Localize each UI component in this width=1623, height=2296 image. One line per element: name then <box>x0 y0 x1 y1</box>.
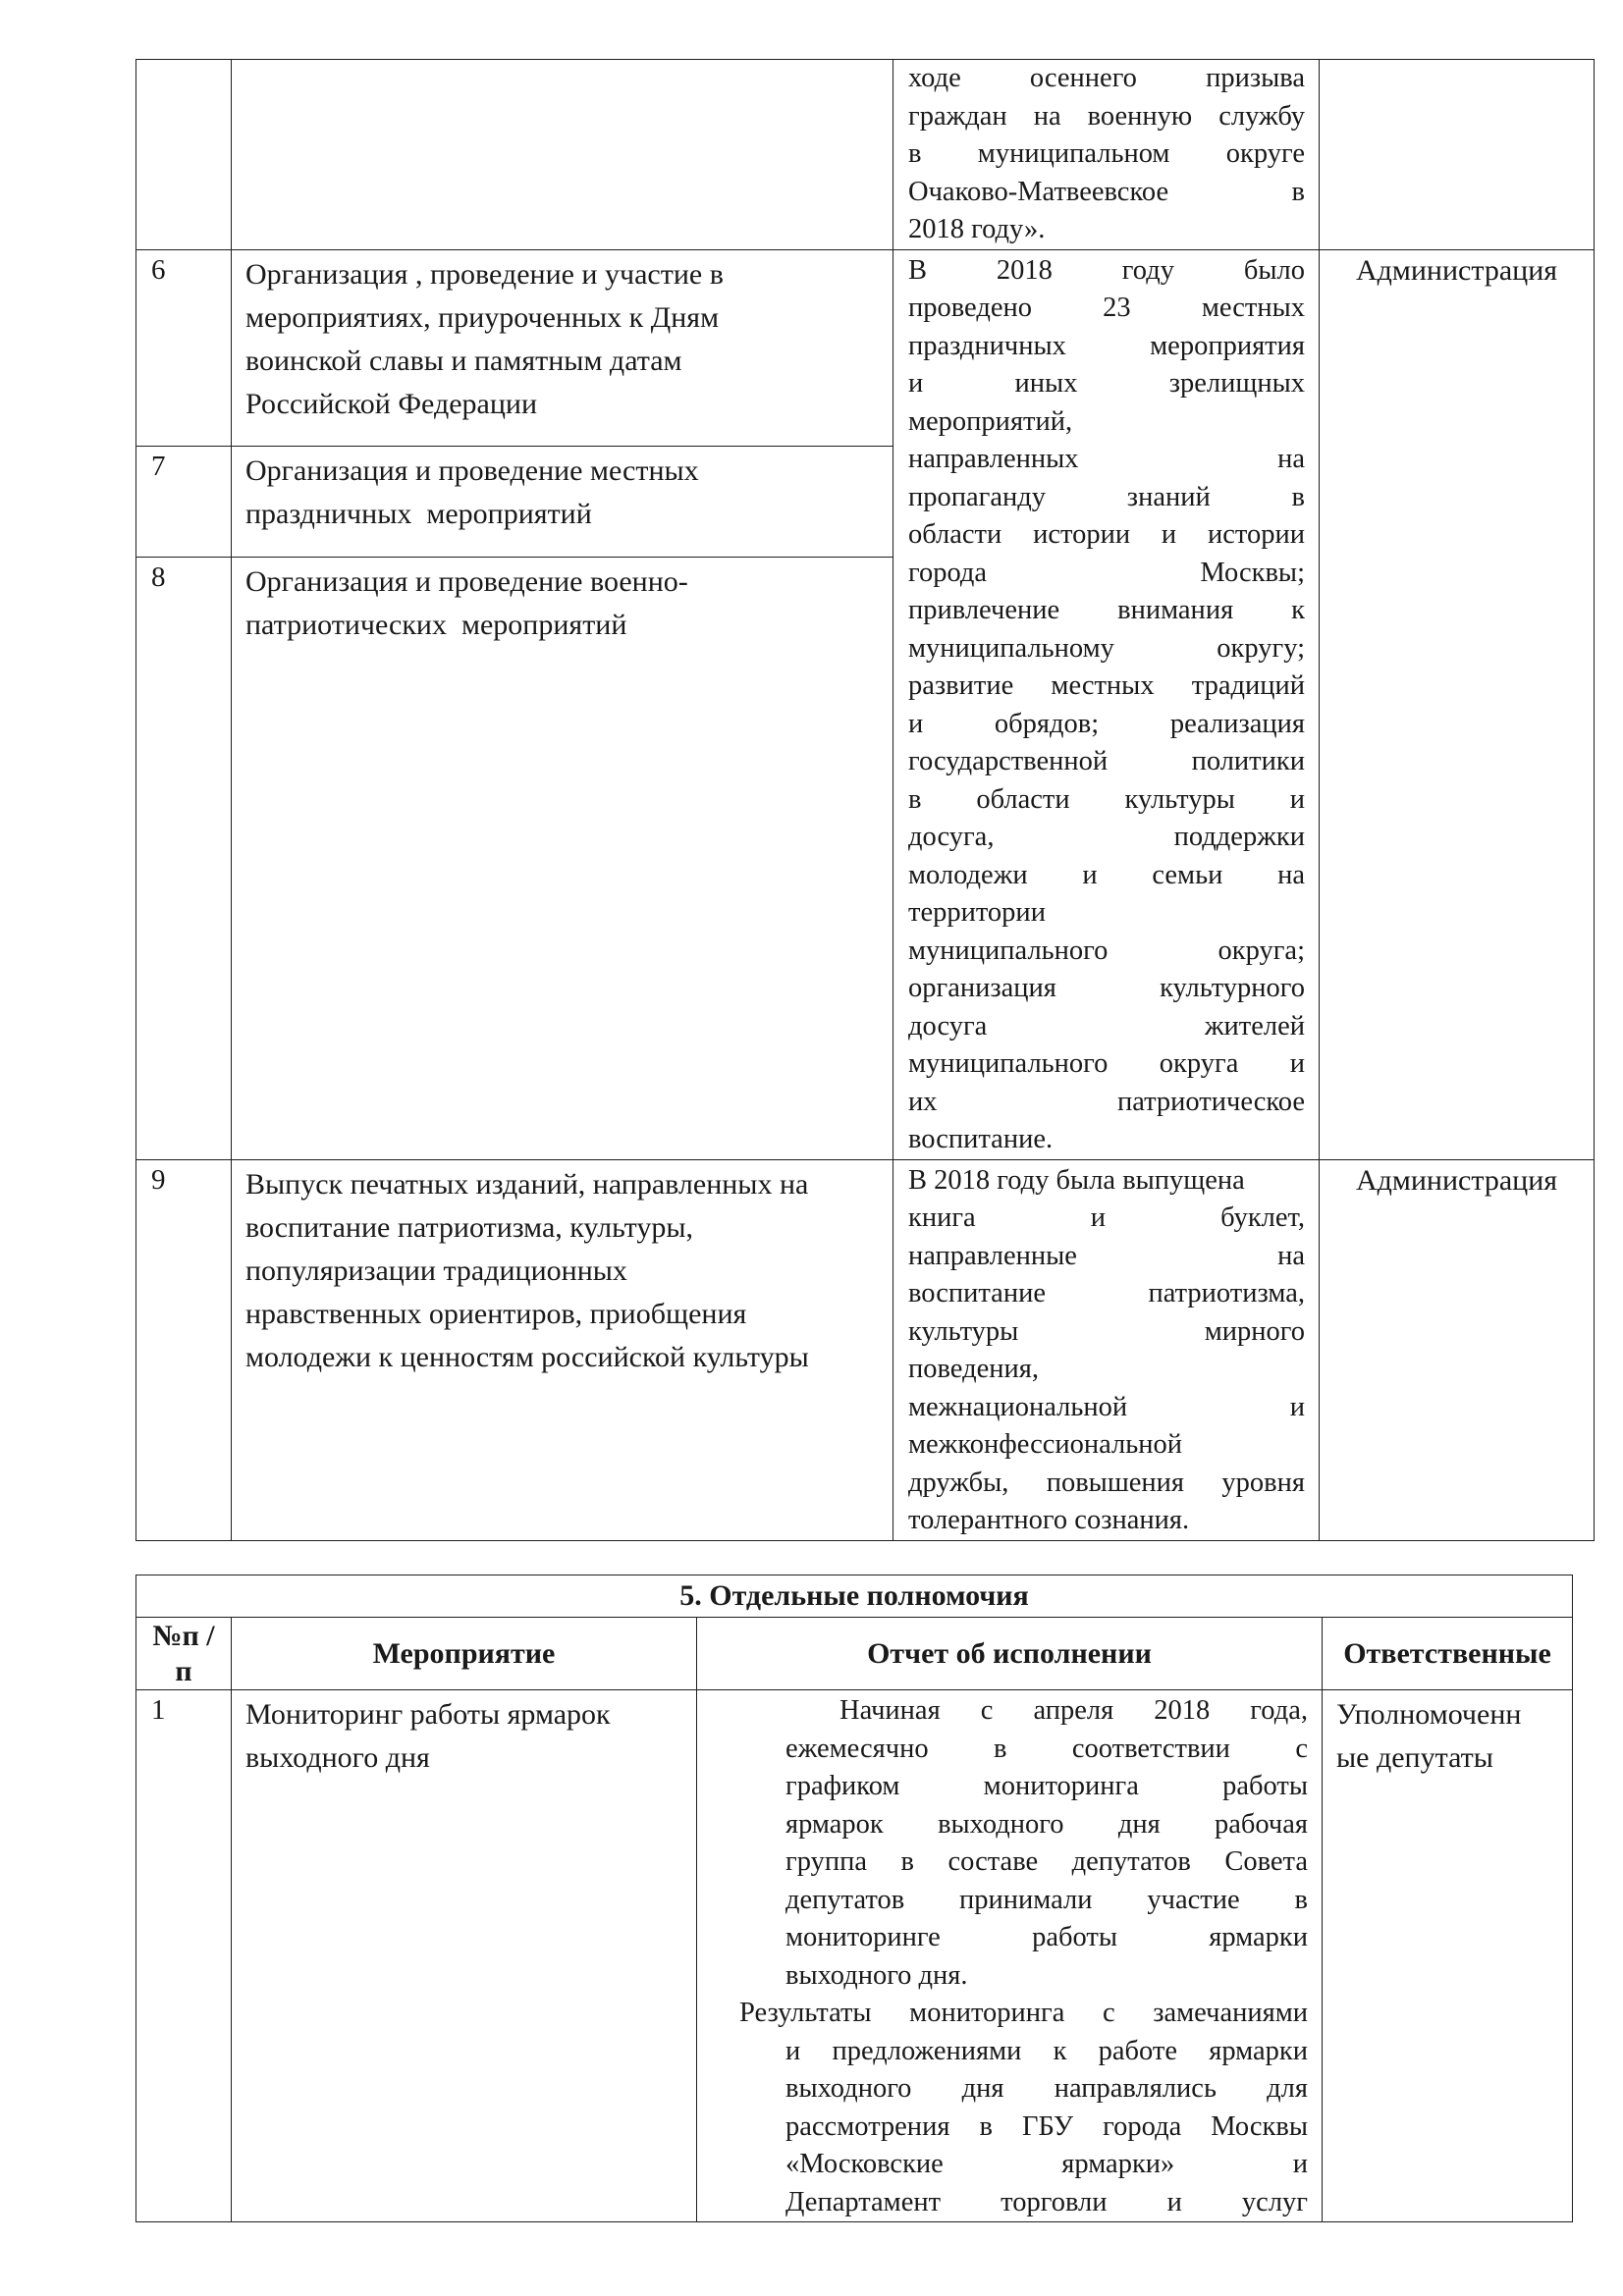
report-line: муниципального округа; <box>908 934 1305 966</box>
report-line: воспитание патриотизма, <box>908 1278 1305 1308</box>
event-line: Организация и проведение местных <box>245 454 699 488</box>
report-line: праздничных мероприятия <box>908 330 1305 361</box>
row-number: 7 <box>136 447 232 557</box>
event-cell <box>232 447 893 557</box>
table-row <box>136 249 1595 447</box>
event-line: нравственных ориентиров, приобщения <box>245 1297 747 1330</box>
event-line: молодежи к ценностям российской культуры <box>245 1340 809 1373</box>
report-line: проведено 23 местных <box>908 293 1305 323</box>
table-header-row <box>136 1618 1573 1690</box>
event-line: популяризации традиционных <box>245 1254 627 1287</box>
event-line: Мониторинг работы ярмарок <box>245 1698 611 1731</box>
event-line: Организация , проведение и участие в <box>245 257 724 291</box>
report-line: 2018 году». <box>908 214 1046 244</box>
num-cell <box>136 60 232 250</box>
report-line: молодежи и семьи на <box>908 859 1305 890</box>
report-line: Результаты мониторинга с замечаниями <box>739 1998 1308 2028</box>
report-line: группа в составе депутатов Совета <box>785 1846 1308 1877</box>
report-line: Департамент торговли и услуг <box>785 2186 1308 2217</box>
report-line: В 2018 году была выпущена <box>908 1164 1245 1196</box>
table-row <box>136 60 1595 250</box>
report-line: и иных зрелищных <box>908 368 1305 399</box>
event-cell <box>232 1159 893 1540</box>
activities-table <box>135 59 1595 1541</box>
header-num: №п /п <box>136 1618 232 1690</box>
report-line: муниципальному округу; <box>908 632 1305 664</box>
report-line: муниципального округа и <box>908 1048 1305 1079</box>
report-line: межконфессиональной <box>908 1429 1183 1460</box>
report-line: рассмотрения в ГБУ города Москвы <box>785 2110 1308 2142</box>
report-line: Начиная с апреля 2018 года, <box>839 1695 1308 1726</box>
report-line: Очаково-Матвеевское в <box>908 176 1305 207</box>
report-line: государственной политики <box>908 746 1305 776</box>
report-line: и обрядов; реализация <box>908 708 1305 739</box>
report-line: территории <box>908 897 1046 928</box>
report-line: граждан на военную службу <box>908 100 1305 132</box>
report-line: досуга, поддержки <box>908 822 1305 852</box>
report-line: депутатов принимали участие в <box>785 1884 1308 1915</box>
responsible-cell <box>1320 60 1595 250</box>
report-line: межнациональной и <box>908 1391 1305 1422</box>
report-line: организация культурного <box>908 973 1305 1003</box>
responsible-cell: Администрация <box>1320 1159 1595 1540</box>
report-cell <box>893 60 1320 250</box>
header-responsible: Ответственные <box>1323 1618 1573 1690</box>
report-line: мониторинге работы ярмарки <box>785 1922 1308 1952</box>
report-line: города Москвы; <box>908 557 1305 588</box>
report-line: поведения, <box>908 1354 1039 1384</box>
report-line: В 2018 году было <box>908 254 1305 286</box>
report-line: дружбы, повышения уровня <box>908 1467 1305 1498</box>
section-title: 5. Отдельные полномочия <box>136 1575 1573 1618</box>
table-row <box>136 1690 1573 2222</box>
separate-powers-table <box>135 1575 1573 2222</box>
report-line: толерантного сознания. <box>908 1505 1190 1535</box>
event-line: Российской Федерации <box>245 387 538 420</box>
report-line: книга и буклет, <box>908 1202 1305 1233</box>
report-line: направленных на <box>908 444 1305 474</box>
report-line: выходного дня. <box>785 1959 968 1991</box>
report-line: и предложениями к работе ярмарки <box>785 2035 1308 2066</box>
report-line: культуры мирного <box>908 1315 1305 1347</box>
report-line: области истории и истории <box>908 519 1305 550</box>
row-number: 8 <box>136 557 232 1159</box>
event-line: Выпуск печатных изданий, направленных на <box>245 1167 809 1201</box>
table-row <box>136 1159 1595 1540</box>
report-line: досуга жителей <box>908 1010 1305 1041</box>
event-line: выходного дня <box>245 1741 430 1774</box>
report-line: ходе осеннего призыва <box>908 63 1305 93</box>
report-line: привлечение внимания к <box>908 595 1305 625</box>
report-line: ежемесячно в соответствии с <box>785 1733 1308 1764</box>
header-event: Мероприятие <box>232 1618 697 1690</box>
responsible-line: Уполномоченн <box>1336 1698 1522 1731</box>
report-line: развитие местных традиций <box>908 670 1305 701</box>
row-number: 9 <box>136 1159 232 1540</box>
event-cell <box>232 1690 697 2222</box>
event-line: воинской славы и памятным датам <box>245 344 682 377</box>
report-line: направленные на <box>908 1240 1305 1271</box>
report-line: «Московские ярмарки» и <box>785 2149 1308 2179</box>
event-cell <box>232 557 893 1159</box>
report-line: мероприятий, <box>908 405 1073 437</box>
report-line: пропаганду знаний в <box>908 481 1305 512</box>
report-line: выходного дня направлялись для <box>785 2073 1308 2104</box>
event-line: мероприятиях, приуроченных к Дням <box>245 300 720 334</box>
event-line: воспитание патриотизма, культуры, <box>245 1210 693 1244</box>
responsible-line: ые депутаты <box>1336 1741 1493 1774</box>
report-line: в области культуры и <box>908 783 1305 815</box>
report-line: воспитание. <box>908 1124 1054 1154</box>
responsible-cell: Администрация <box>1320 249 1595 1159</box>
table-title-row <box>136 1575 1573 1618</box>
responsible-cell <box>1323 1690 1573 2222</box>
event-line: Организация и проведение военно- <box>245 564 688 598</box>
report-line: их патриотическое <box>908 1086 1305 1117</box>
report-cell <box>893 1159 1320 1540</box>
report-line: ярмарок выходного дня рабочая <box>785 1808 1308 1840</box>
event-cell <box>232 249 893 447</box>
report-cell <box>697 1690 1323 2222</box>
merged-report-cell <box>893 249 1320 1159</box>
event-cell <box>232 60 893 250</box>
row-number: 6 <box>136 249 232 447</box>
report-line: в муниципальном округе <box>908 138 1305 169</box>
header-report: Отчет об исполнении <box>697 1618 1323 1690</box>
report-line: графиком мониторинга работы <box>785 1771 1308 1801</box>
row-number: 1 <box>136 1690 232 2222</box>
event-line: праздничных мероприятий <box>245 498 592 531</box>
event-line: патриотических мероприятий <box>245 608 627 641</box>
